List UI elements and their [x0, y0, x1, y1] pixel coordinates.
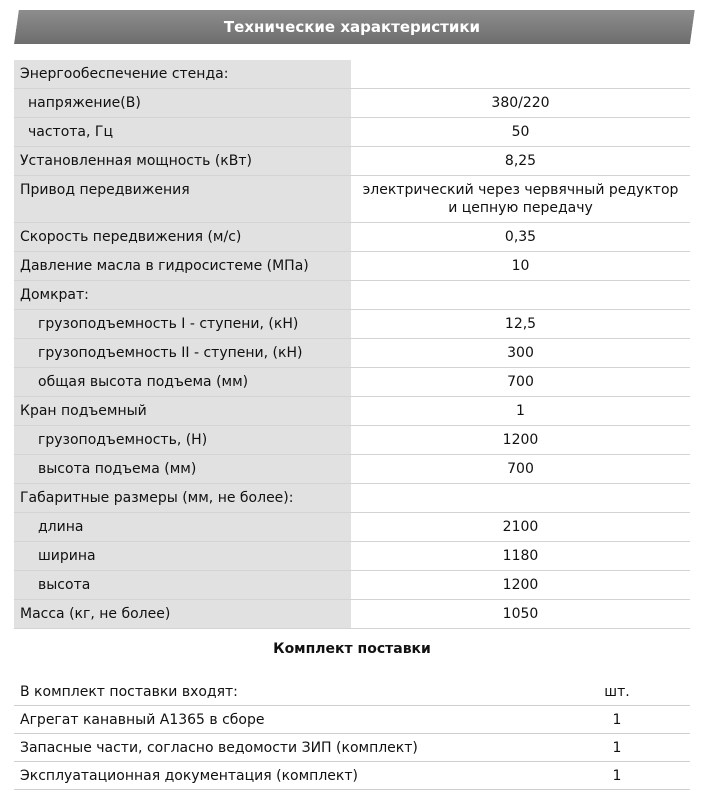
spec-label: Давление масла в гидросистеме (МПа) — [14, 252, 351, 280]
spec-label: Масса (кг, не более) — [14, 600, 351, 628]
spec-value: 700 — [507, 374, 534, 390]
spec-row — [14, 513, 690, 542]
spec-row — [14, 426, 690, 455]
spec-row — [14, 281, 690, 310]
spec-row — [14, 118, 690, 147]
spec-row — [14, 147, 690, 176]
spec-row — [14, 600, 690, 629]
spec-label: длина — [14, 513, 351, 541]
kit-item-label: Запасные части, согласно ведомости ЗИП (комплект) — [20, 739, 418, 756]
spec-label: общая высота подъема (мм) — [14, 368, 351, 396]
kit-header-qty: шт. — [604, 683, 630, 700]
kit-header-row — [14, 678, 690, 706]
spec-row — [14, 89, 690, 118]
spec-row — [14, 310, 690, 339]
spec-value: 50 — [511, 124, 530, 140]
spec-label: Установленная мощность (кВт) — [14, 147, 351, 175]
spec-value: 8,25 — [504, 153, 537, 169]
specs-table — [14, 60, 690, 629]
spec-value: 1200 — [502, 432, 539, 448]
spec-row — [14, 223, 690, 252]
spec-label: напряжение(В) — [14, 89, 351, 117]
kit-title: Комплект поставки — [273, 641, 431, 657]
spec-row — [14, 484, 690, 513]
spec-value — [351, 484, 690, 512]
kit-table — [14, 678, 690, 790]
spec-row — [14, 397, 690, 426]
kit-row — [14, 734, 690, 762]
spec-value: 1 — [516, 403, 525, 419]
spec-value: 10 — [511, 258, 530, 274]
spec-label: Скорость передвижения (м/с) — [14, 223, 351, 251]
spec-value: 12,5 — [504, 316, 537, 332]
spec-row — [14, 368, 690, 397]
spec-label: грузоподъемность I - ступени, (кН) — [14, 310, 351, 338]
spec-label: частота, Гц — [14, 118, 351, 146]
spec-label: Кран подъемный — [14, 397, 351, 425]
spec-label: Домкрат: — [14, 281, 351, 309]
spec-label: Привод передвижения — [14, 176, 351, 222]
spec-row — [14, 252, 690, 281]
spec-value: 2100 — [502, 519, 539, 535]
spec-value — [351, 281, 690, 309]
spec-value: 380/220 — [491, 95, 550, 111]
spec-row — [14, 571, 690, 600]
kit-row — [14, 762, 690, 790]
kit-item-qty: 1 — [612, 711, 622, 728]
spec-row — [14, 339, 690, 368]
spec-label: ширина — [14, 542, 351, 570]
spec-row — [14, 455, 690, 484]
spec-value — [351, 60, 690, 88]
spec-label: высота подъема (мм) — [14, 455, 351, 483]
spec-value: 300 — [507, 345, 534, 361]
spec-row — [14, 542, 690, 571]
spec-value: 1050 — [502, 606, 539, 622]
spec-value: 700 — [507, 461, 534, 477]
spec-label: Габаритные размеры (мм, не более): — [14, 484, 351, 512]
spec-value: 1180 — [502, 548, 539, 564]
spec-label: грузоподъемность II - ступени, (кН) — [14, 339, 351, 367]
spec-label: высота — [14, 571, 351, 599]
spec-label: грузоподъемность, (Н) — [14, 426, 351, 454]
spec-row — [14, 176, 690, 223]
spec-value: 0,35 — [504, 229, 537, 245]
kit-item-qty: 1 — [612, 739, 622, 756]
kit-item-qty: 1 — [612, 767, 622, 784]
spec-value: электрический через червячный редуктор и цепную передачу — [362, 182, 679, 216]
kit-item-label: Эксплуатационная документация (комплект) — [20, 767, 358, 784]
spec-row — [14, 60, 690, 89]
kit-row — [14, 706, 690, 734]
kit-item-label: Агрегат канавный А1365 в сборе — [20, 711, 265, 728]
spec-label: Энергообеспечение стенда: — [14, 60, 351, 88]
section-title: Технические характеристики — [223, 18, 481, 36]
kit-header-label: В комплект поставки входят: — [20, 683, 238, 700]
spec-value: 1200 — [502, 577, 539, 593]
